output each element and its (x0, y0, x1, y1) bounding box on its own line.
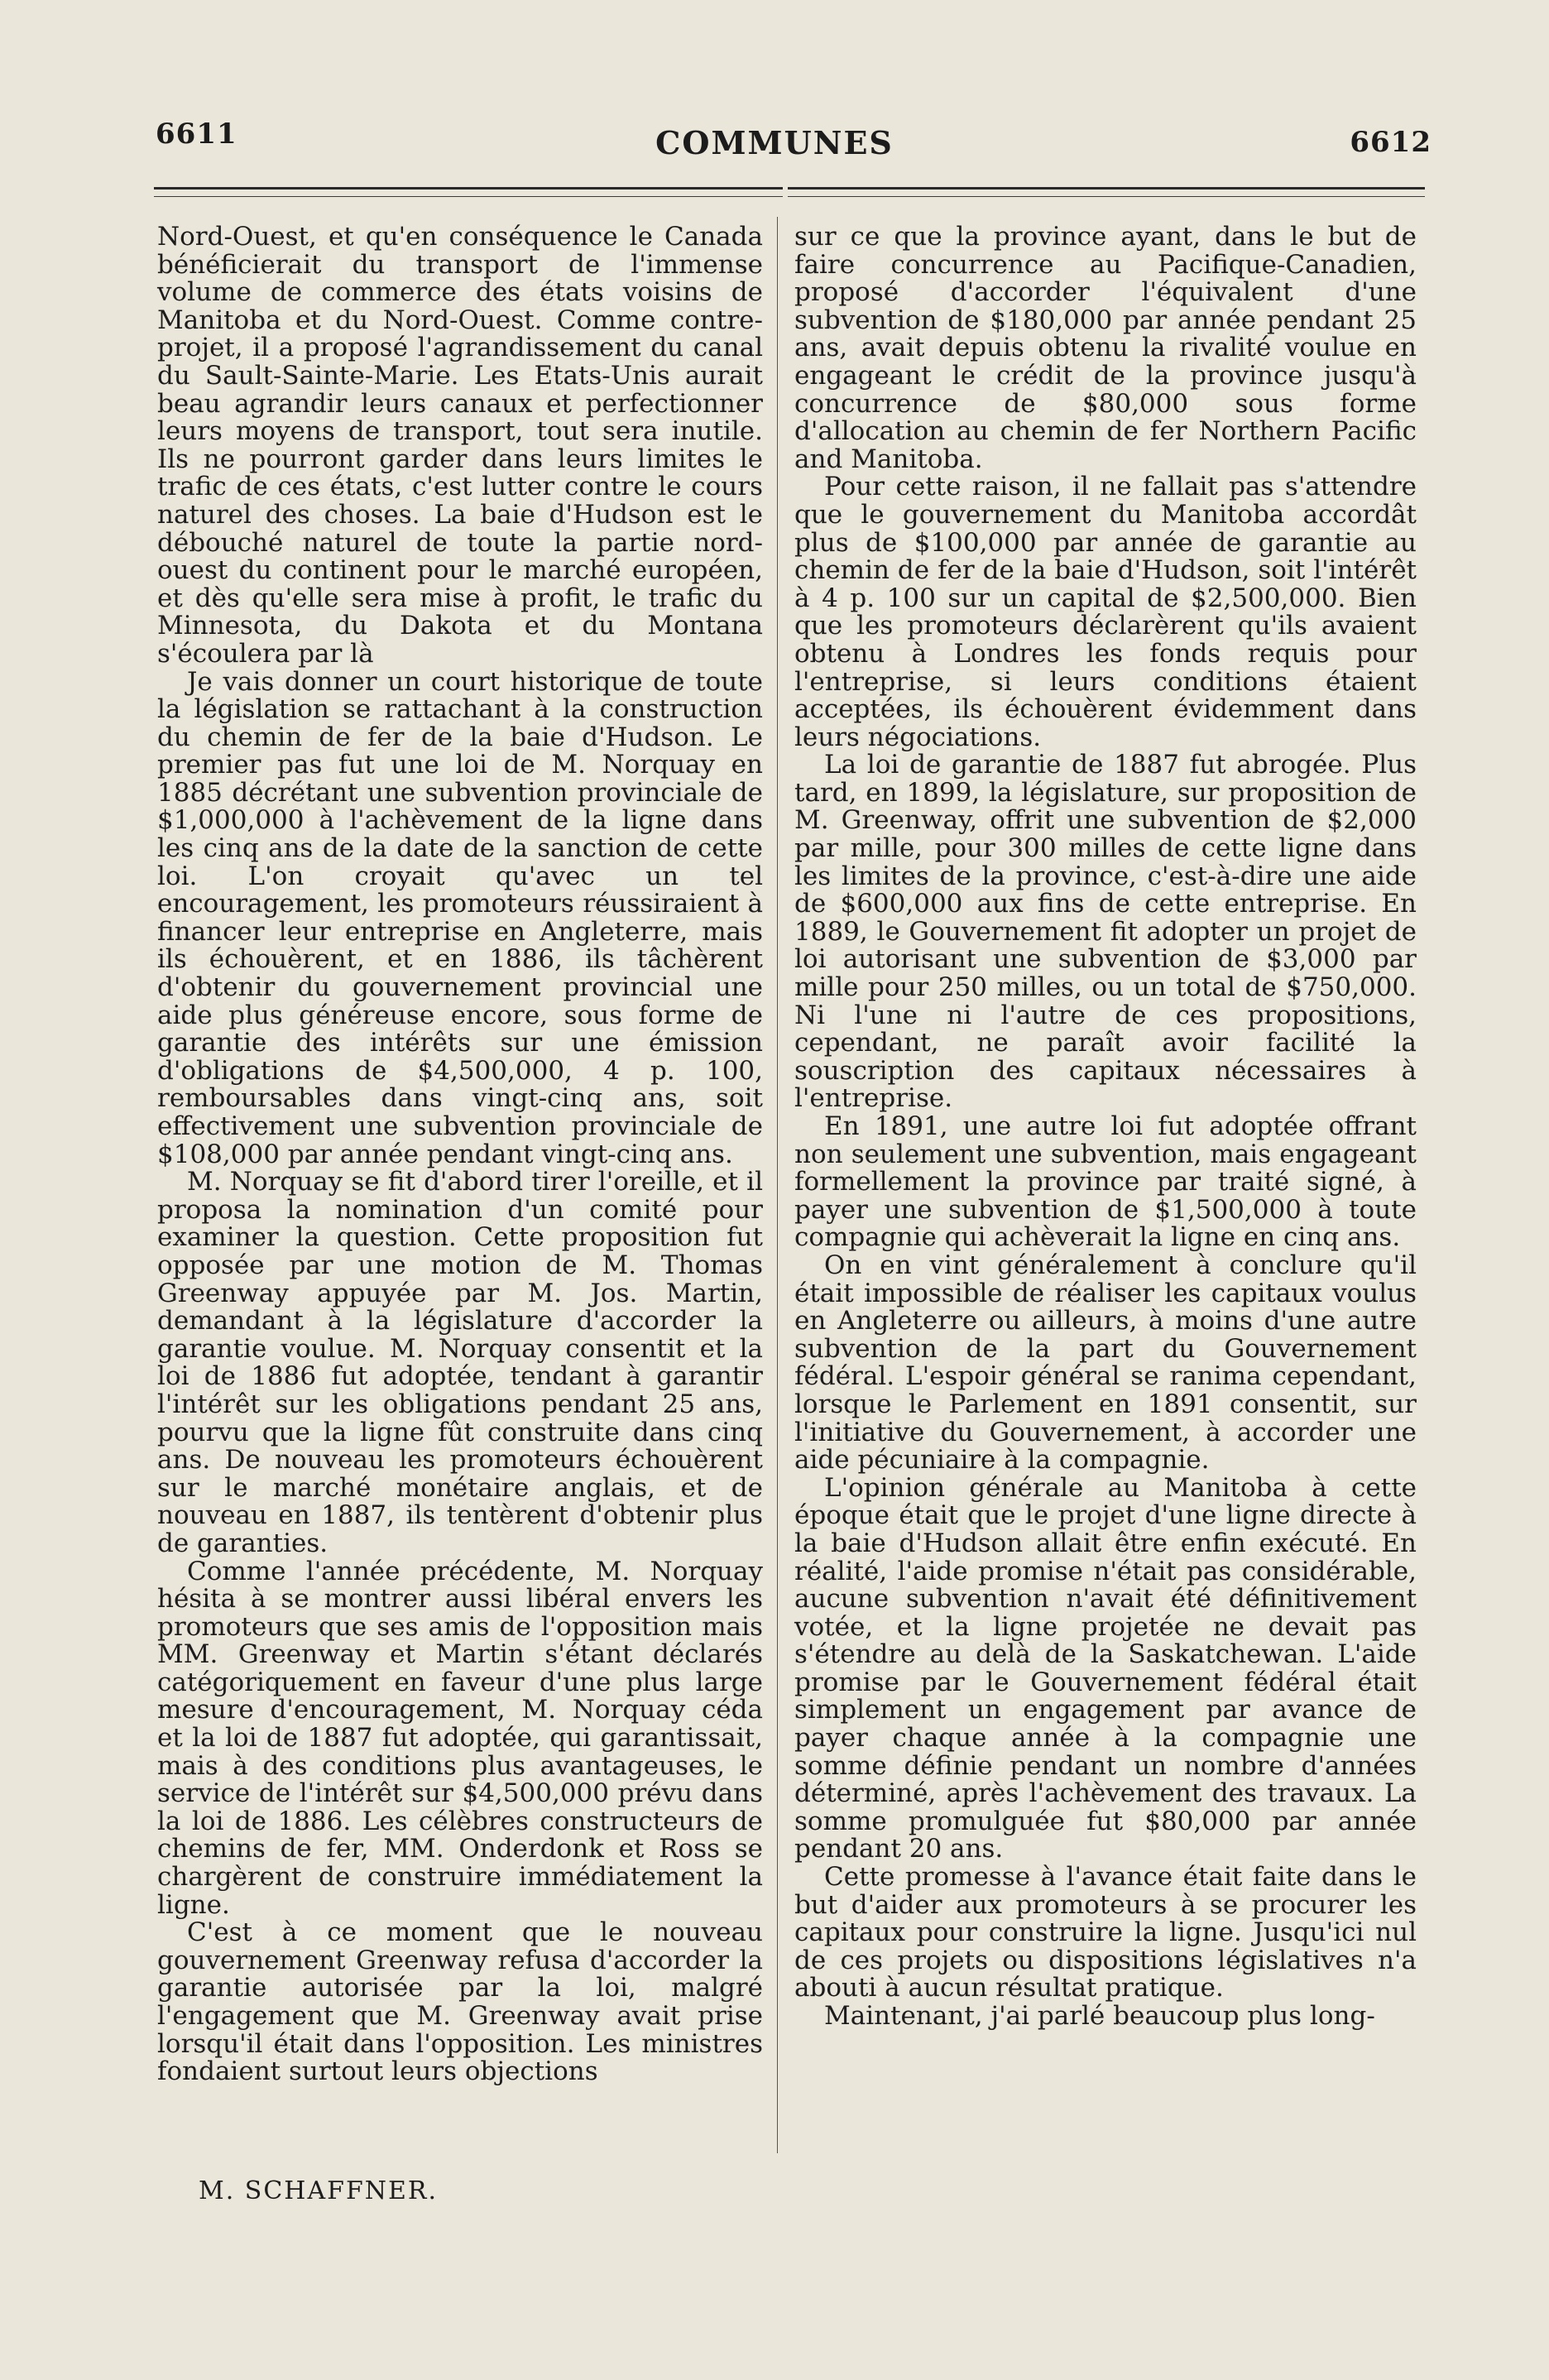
paragraph: M. Norquay se fit d'abord tirer l'oreille, et il proposa la nomination d'un comité pour examiner la question. Cette proposition fut opposée par une motion de M. Thomas Greenway appuyée par M. Jos. Martin, demandant à la législature d'accorder la garantie voulue. M. Norquay consentit et la loi de 1886 fut adoptée, tendant à garantir l'intérêt sur les obligations pendant 25 ans, pourvu que la ligne fût construite dans cinq ans. De nouveau les promoteurs échouèrent sur le marché monétaire anglais, et de nouveau en 1887, ils tentèrent d'obtenir plus de garanties. (157, 1167, 763, 1558)
speaker-footer: M. SCHAFFNER. (199, 2176, 439, 2205)
paragraph: Pour cette raison, il ne fallait pas s'attendre que le gouvernement du Manitoba accordât plus de $100,000 par année de garantie au chemin de fer de la baie d'Hudson, soit l'intérêt à 4 p. 100 sur un capital de $2,500,000. Bien que les promoteurs déclarèrent qu'ils avaient obtenu à Londres les fonds requis pour l'entreprise, si leurs conditions étaient acceptées, ils échouèrent évidemment dans leurs négociations. (794, 472, 1417, 752)
paragraph: On en vint généralement à conclure qu'il était impossible de réaliser les capitaux voulus en Angleterre ou ailleurs, à moins d'une autre subvention de la part du Gouvernement fédéral. L'espoir général se ranima cependant, lorsque le Parlement en 1891 consentit, sur l'initiative du Gouvernement, à accorder une aide pécuniaire à la compagnie. (794, 1250, 1417, 1476)
header-rule-top-right (788, 187, 1425, 190)
paragraph: C'est à ce moment que le nouveau gouvernement Greenway refusa d'accorder la garantie autorisée par la loi, malgré l'engagement que M. Greenway avait prise lorsqu'il était dans l'opposition. Les ministres fondaient surtout leurs objections (157, 1917, 763, 2087)
paragraph: L'opinion générale au Manitoba à cette époque était que le projet d'une ligne directe à la baie d'Hudson allait être enfin exécuté. En réalité, l'aide promise n'était pas considérable, aucune subvention n'avait été définitivement votée, et la ligne projetée ne devait pas s'étendre au delà de la Saskatchewan. L'aide promise par le Gouvernement fédéral était simplement un engagement par avance de payer chaque année à la compagnie une somme définie pendant un nombre d'années déterminé, après l'achèvement des travaux. La somme promulguée fut $80,000 par année pendant 20 ans. (794, 1472, 1417, 1864)
paragraph: En 1891, une autre loi fut adoptée offrant non seulement une subvention, mais engageant formellement la province par traité signé, à payer une subvention de $1,500,000 à toute compagnie qui achèverait la ligne en cinq ans. (794, 1111, 1417, 1253)
page-header (0, 0, 1549, 166)
paragraph: Cette promesse à l'avance était faite dans le but d'aider aux promoteurs à se procurer les capitaux pour construire la ligne. Jusqu'ici nul de ces projets ou dispositions législatives n'a abouti à aucun résultat pratique. (794, 1862, 1417, 2003)
running-head: COMMUNES (655, 124, 894, 161)
right-column (794, 223, 1417, 2031)
left-column (157, 223, 763, 2086)
paragraph: Comme l'année précédente, M. Norquay hésita à se montrer aussi libéral envers les promoteurs que ses amis de l'opposition mais MM. Greenway et Martin s'étant déclarés catégoriquement en faveur d'une plus large mesure d'encouragement, M. Norquay céda et la loi de 1887 fut adoptée, qui garantissait, mais à des conditions plus avantageuses, le service de l'intérêt sur $4,500,000 prévu dans la loi de 1886. Les célèbres constructeurs de chemins de fer, MM. Onderdonk et Ross se chargèrent de construire immédiatement la ligne. (157, 1556, 763, 1920)
paragraph: sur ce que la province ayant, dans le but de faire concurrence au Pacifique-Canadien, proposé d'accorder l'équivalent d'une subvention de $180,000 par année pendant 25 ans, avait depuis obtenu la rivalité voulue en engageant le crédit de la province jusqu'à concurrence de $80,000 sous forme d'allocation au chemin de fer Northern Pacific and Manitoba. (794, 222, 1417, 474)
page-number-left: 6611 (156, 118, 237, 151)
header-rule-bottom-right (788, 196, 1425, 197)
header-rule-bottom-left (154, 196, 783, 197)
header-rule-top-left (154, 187, 783, 190)
column-divider (777, 217, 778, 2153)
paragraph: Maintenant, j'ai parlé beaucoup plus long- (824, 2001, 1375, 2031)
page-number-right: 6612 (1350, 126, 1432, 159)
paragraph: Je vais donner un court historique de toute la législation se rattachant à la construction du chemin de fer de la baie d'Hudson. Le premier pas fut une loi de M. Norquay en 1885 décrétant une subvention provinciale de $1,000,000 à l'achèvement de la ligne dans les cinq ans de la date de la sanction de cette loi. L'on croyait qu'avec un tel encouragement, les promoteurs réussiraient à financer leur entreprise en Angleterre, mais ils échouèrent, et en 1886, ils tâchèrent d'obtenir du gouvernement provincial une aide plus généreuse encore, sous forme de garantie des intérêts sur une émission d'obligations de $4,500,000, 4 p. 100, remboursables dans vingt-cinq ans, soit effectivement une subvention provinciale de $108,000 par année pendant vingt-cinq ans. (157, 666, 763, 1169)
paragraph: Nord-Ouest, et qu'en conséquence le Canada bénéficierait du transport de l'immense volume de commerce des états voisins de Manitoba et du Nord-Ouest. Comme contre-projet, il a proposé l'agrandissement du canal du Sault-Sainte-Marie. Les Etats-Unis aurait beau agrandir leurs canaux et perfectionner leurs moyens de transport, tout sera inutile. Ils ne pourront garder dans leurs limites le trafic de ces états, c'est lutter contre le cours naturel des choses. La baie d'Hudson est le débouché naturel de toute la partie nord-ouest du continent pour le marché européen, et dès qu'elle sera mise à profit, le trafic du Minnesota, du Dakota et du Montana s'écoulera par là (157, 222, 763, 669)
paragraph: La loi de garantie de 1887 fut abrogée. Plus tard, en 1899, la législature, sur proposition de M. Greenway, offrit une subvention de $2,000 par mille, pour 300 milles de cette ligne dans les limites de la province, c'est-à-dire une aide de $600,000 aux fins de cette entreprise. En 1889, le Gouvernement fit adopter un projet de loi autorisant une subvention de $3,000 par mille pour 250 milles, ou un total de $750,000. Ni l'une ni l'autre de ces propositions, cependant, ne paraît avoir facilité la souscription des capitaux nécessaires à l'entreprise. (794, 750, 1417, 1114)
